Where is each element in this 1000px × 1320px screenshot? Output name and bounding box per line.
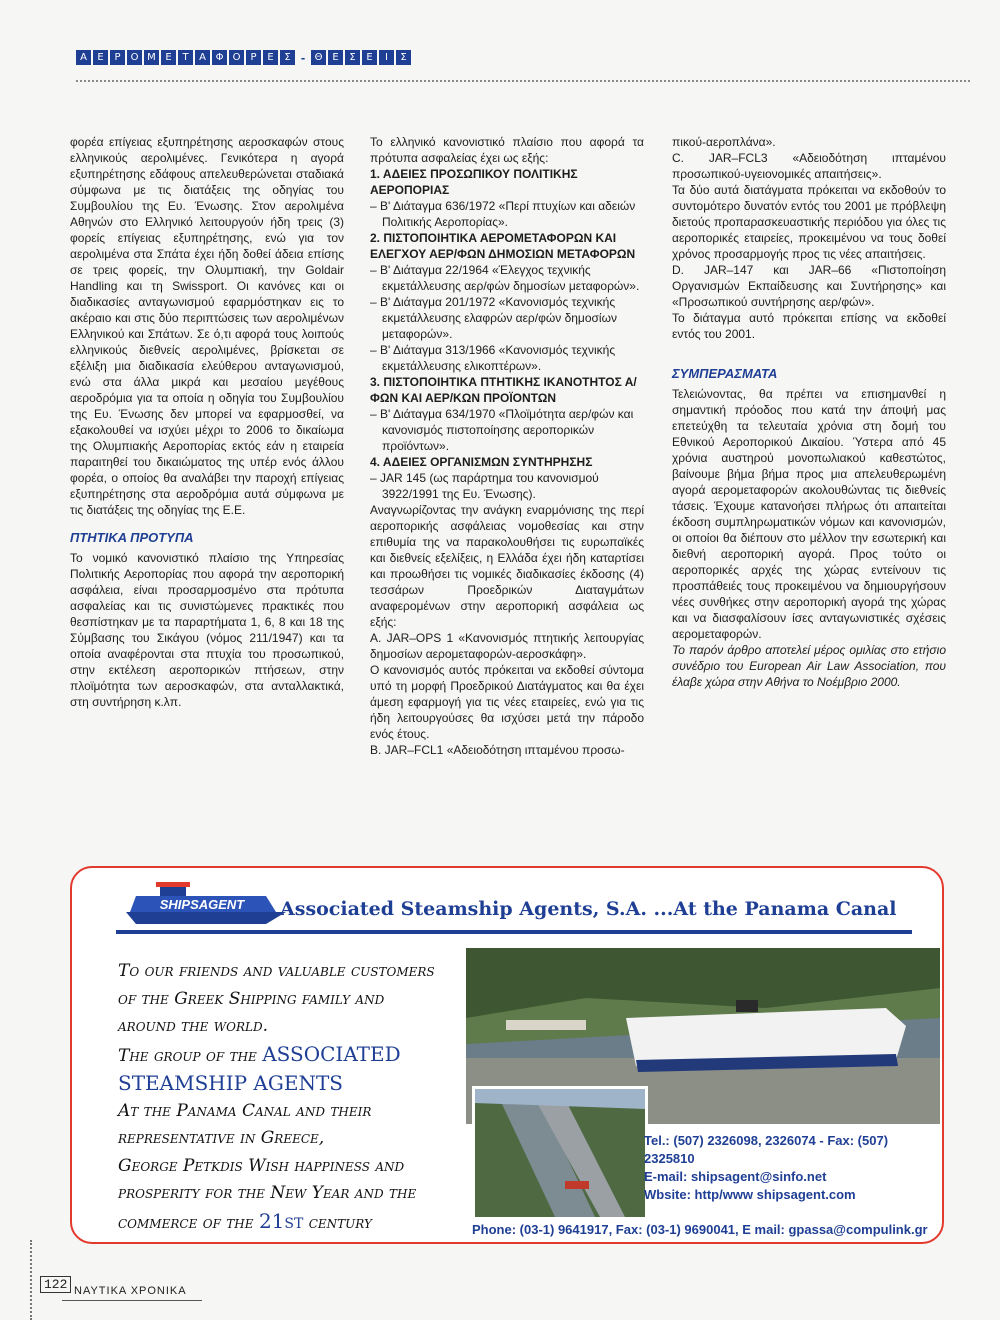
ad-title: Associated Steamship Agents, S.A. ...At the Panama Canal <box>280 898 897 920</box>
greek-office-contact: Phone: (03-1) 9641917, Fax: (03-1) 9690041, E mail: gpassa@compulink.gr <box>472 1222 928 1237</box>
header-letter: Σ <box>396 50 411 65</box>
footer-rule <box>62 1300 202 1301</box>
email: E-mail: shipsagent@sinfo.net <box>644 1169 827 1184</box>
body-paragraph: Ο κανονισμός αυτός πρόκειται να εκδοθεί σύντομα υπό τη μορφή Προεδρικού Διατάγματος και θα έχει άμεση εφαρμογή για τις νέες εταιρείες, ενώ για τις ήδη λειτουργούσες θα ισχύσει μετά την πάροδο ενός έτους. <box>370 663 644 741</box>
header-letter: Α <box>76 50 91 65</box>
header-letter: Ρ <box>110 50 125 65</box>
greeting-line: The group of the ASSOCIATED <box>118 1041 401 1066</box>
section-heading: ΣΥΜΠΕΡΑΣΜΑΤΑ <box>672 366 778 381</box>
header-letter: Α <box>195 50 210 65</box>
column-2 <box>370 134 644 758</box>
header-letter: Ε <box>161 50 176 65</box>
header-letter: Ε <box>362 50 377 65</box>
list-item: – Β' Διάταγμα 22/1964 «Έλεγχος τεχνικής εκμετάλλευσης αερ/φών δημοσίων μεταφορών». <box>370 263 640 293</box>
website: Wbsite: http/www shipsagent.com <box>644 1187 856 1202</box>
numbered-heading: 2. ΠΙΣΤΟΠΟΙΗΤΙΚΑ ΑΕΡΟΜΕΤΑΦΟΡΩΝ ΚΑΙ ΕΛΕΓΧΟΥ ΑΕΡ/ΦΩΝ ΔΗΜΟΣΙΩΝ ΜΕΤΑΦΟΡΩΝ <box>370 231 636 261</box>
greeting-line: representative in Greece, <box>118 1128 325 1148</box>
list-item: – Β' Διάταγμα 201/1972 «Κανονισμός τεχνικής εκμετάλλευσης ελαφρών αερ/φών δημοσίων μεταφορών». <box>370 295 617 341</box>
numbered-heading: 4. ΑΔΕΙΕΣ ΟΡΓΑΝΙΣΜΩΝ ΣΥΝΤΗΡΗΣΗΣ <box>370 455 593 469</box>
header-separator: - <box>300 50 306 65</box>
column-1 <box>70 134 344 710</box>
header-letter: Μ <box>144 50 159 65</box>
header-divider <box>76 80 970 82</box>
regulation-item: B. JAR–FCL1 «Αδειοδότηση ιπταμένου προσω- <box>370 743 625 757</box>
header-letter: Ε <box>328 50 343 65</box>
list-item: – Β' Διάταγμα 634/1970 «Πλοϊμότητα αερ/φών και κανονισμός πιστοποίησης αεροπορικών προϊόντων». <box>370 407 634 453</box>
greeting-line: commerce of the 21st century <box>118 1208 372 1233</box>
author-note: Το παρόν άρθρο αποτελεί μέρος ομιλίας στο ετήσιο συνέδριο του European Air Law Association, που έλαβε χώρα στην Αθήνα το Νοέμβριο 2000. <box>672 643 946 689</box>
header-letter: Σ <box>280 50 295 65</box>
company-name: ASSOCIATED <box>262 1041 401 1066</box>
header-letter: Ο <box>229 50 244 65</box>
company-name: STEAMSHIP AGENTS <box>118 1071 343 1095</box>
canal-locks-photo <box>472 1086 648 1220</box>
numbered-heading: 3. ΠΙΣΤΟΠΟΙΗΤΙΚΑ ΠΤΗΤΙΚΗΣ ΙΚΑΝΟΤΗΤΟΣ Α/ΦΩΝ ΚΑΙ ΑΕΡ/ΚΩΝ ΠΡΟΪΟΝΤΩΝ <box>370 375 637 405</box>
header-letter: Τ <box>178 50 193 65</box>
greeting-line: To our friends and valuable customers <box>118 961 435 981</box>
body-paragraph: Το ελληνικό κανονιστικό πλαίσιο που αφορά τα πρότυπα ασφαλείας έχει ως εξής: <box>370 135 644 165</box>
regulation-item: D. JAR–147 και JAR–66 «Πιστοποίηση Οργανισμών Εκπαίδευσης και Συντήρησης» και «Προσωπικού συντήρησης αερ/φών». <box>672 263 946 309</box>
body-paragraph: Το νομικό κανονιστικό πλαίσιο της Υπηρεσίας Πολιτικής Αεροπορίας που αφορά την αεροπορική ασφάλεια, είναι προσαρμοσμένο στα πρότυπα ασφαλείας και τις συνιστώμενες πρακτικές που θεσπίστηκαν με τα παραρτήματα 1, 6, 8 και 18 της Σύμβασης του Σικάγου (νόμος 211/1947) και τα οποία αναφέρονται στα πτυχία του προσωπικού, στην εκτέλεση αεροπορικών πτήσεων, στην πλοϊμότητα των αεροσκαφών, στα ανταλλακτικά, στη συντήρηση κ.λπ. <box>70 551 344 709</box>
greeting-line: around the world. <box>118 1016 269 1036</box>
body-paragraph: Αναγνωρίζοντας την ανάγκη εναρμόνισης της περί αεροπορικής ασφάλειας νομοθεσίας και στην επιθυμία της να παρακολουθήσει τις ευρωπαϊκές και διεθνείς εξελίξεις, η Ελλάδα έχει ήδη καταρτίσει και προωθήσει τις νομικές διαδικασίες έκδοσης (4) τεσσάρων Προεδρικών Διαταγμάτων αναφερομένων στην αεροπορική ασφάλεια ως εξής: <box>370 503 644 629</box>
header-letter: Ε <box>263 50 278 65</box>
body-paragraph: φορέα επίγειας εξυπηρέτησης αεροσκαφών στους ελληνικούς αερολιμένες. Γενικότερα η αγορά εξυπηρέτησης εδάφους απελευθερώνεται σταδιακά σύμφωνα με τις διατάξεις της οδηγίας του Συμβουλίου της Ευ. Ένωσης. Στον αερολιμένα Αθηνών στο Ελληνικό λειτουργούν ήδη τρεις (3) φορείς επίγειας εξυπηρέτησης, ενώ για τον αερολιμένα στα Σπάτα έχει ήδη δοθεί άδεια επίσης σε τρεις φορείς, την Ολυμπιακή, την Goldair Handling και τη Swissport. Οι κανόνες και οι διαδικασίες ανταγωνισμού εφαρμόστηκαν εις το ακέραιο και στις δύο περιπτώσεις των αερολιμένων Ελληνικού και Σπάτων. Σε ό,τι αφορά τους λοιπούς ελληνικούς διεθνείς αερολιμένες, βρίσκεται σε εξέλιξη μια διαδικασία ελεύθερου ανταγωνισμού, ενώ στα άλλα μικρά και μεσαίου μεγέθους αεροδρόμια για τα οποία η οδηγία του Συμβουλίου της Ευ. Ένωσης δεν μπορεί να εφαρμοσθεί, να εξακολουθεί να ισχύει μέχρι το 2006 το δικαίωμα της Ολυμπιακής Αεροπορίας εκτός εάν η εταιρεία παραιτηθεί του δικαιώματος της υπέρ ενός άλλου φορέα, ο οποίος θα αναλάβει την παροχή επίγειας εξυπηρέτησης στα αεροδρόμια αυτά σύμφωνα με τις διατάξεις της οδηγίας της Ε.Ε. <box>70 135 344 517</box>
numbered-heading: 1. ΑΔΕΙΕΣ ΠΡΟΣΩΠΙΚΟΥ ΠΟΛΙΤΙΚΗΣ ΑΕΡΟΠΟΡΙΑΣ <box>370 167 578 197</box>
header-letter: Θ <box>311 50 326 65</box>
greeting-line: George Petkdis Wish happiness and <box>118 1155 405 1176</box>
phone-fax: Tel.: (507) 2326098, 2326074 - Fax: (507) 2325810 <box>644 1133 889 1166</box>
regulation-item: C. JAR–FCL3 «Αδειοδότηση ιπταμένου προσωπικού-υγειονομικές απαιτήσεις». <box>672 151 946 181</box>
header-letter: Φ <box>212 50 227 65</box>
greeting-line: At the Panama Canal and their <box>118 1100 372 1121</box>
contact-block <box>644 1132 942 1204</box>
section-heading: ΠΤΗΤΙΚΑ ΠΡΟΤΥΠΑ <box>70 530 194 545</box>
regulation-item: A. JAR–OPS 1 «Κανονισμός πτητικής λειτουργίας δημοσίων αερομεταφορών-αεροσκάφη». <box>370 631 644 661</box>
advertisement <box>70 866 944 1244</box>
header-letter: Ο <box>127 50 142 65</box>
logo-text: SHIPSAGENT <box>159 897 245 912</box>
list-item: – Β' Διάταγμα 313/1966 «Κανονισμός τεχνικής εκμετάλλευσης ελικοπτέρων». <box>370 343 616 373</box>
body-paragraph: Τα δύο αυτά διατάγματα πρόκειται να εκδοθούν το συντομότερο δυνατόν εντός του 2001 με πρόβλεψη διετούς προπαρασκευαστικής περιόδου για όλες τις αεροπορικές εταιρείες, προκειμένου να τους δοθεί χρόνος προσαρμογής προς τις νέες απαιτήσεις. <box>672 183 946 261</box>
list-item: – Β' Διάταγμα 636/1972 «Περί πτυχίων και αδειών Πολιτικής Αεροπορίας». <box>370 199 636 229</box>
body-paragraph: Τελειώνοντας, θα πρέπει να επισημανθεί η σημαντική πρόοδος που κατά την άποψή μας επετεύχθη τα τελευταία χρόνια στη δομή του Εθνικού Αεροπορικού Δικαίου. Ύστερα από 45 χρόνια αυστηρού μονοπωλιακού καθεστώτος, βαίνουμε βήμα βήμα προς μια απελευθερωμένη αγορά αερομεταφορών ακολουθώντας τις διεθνείς τάσεις. Έχουμε κατανοήσει πλήρως ότι απαιτείται έκδοση συμπληρωματικών νόμων και κανονισμών, οι οποίοι θα διέπουν στο μέλλον την εσωτερική και διεθνή αεροπορική αγορά. Προς τούτο οι αεροπορικές αρχές της χώρας εντείνουν τις προσπάθειές τους προκειμένου να δημιουργήσουν νέες συνθήκες στην αεροπορική αγορά της χώρας και να διασφαλίσουν ίσες ανταγωνιστικές σχέσεις αερομεταφορών. <box>672 387 946 641</box>
shipsagent-logo <box>116 882 296 926</box>
body-paragraph: Το διάταγμα αυτό πρόκειται επίσης να εκδοθεί εντός του 2001. <box>672 311 946 341</box>
header-letter: Ι <box>379 50 394 65</box>
greeting-line: of the Greek Shipping family and <box>118 988 385 1009</box>
header-letter: Ρ <box>246 50 261 65</box>
list-item: – JAR 145 (ως παράρτημα του κανονισμού 3922/1991 της Ευ. Ένωσης). <box>370 471 599 501</box>
header-letter: Σ <box>345 50 360 65</box>
section-header <box>76 50 413 65</box>
header-letter: Ε <box>93 50 108 65</box>
body-paragraph: πικού-αεροπλάνα». <box>672 135 776 149</box>
page-number: 122 <box>40 1276 71 1293</box>
column-3 <box>672 134 946 690</box>
greeting-line: prosperity for the New Year and the <box>118 1183 417 1203</box>
ad-divider <box>116 930 912 934</box>
footer-margin-dots <box>30 1240 32 1320</box>
magazine-title: ΝΑΥΤΙΚΑ ΧΡΟΝΙΚΑ <box>74 1285 187 1297</box>
